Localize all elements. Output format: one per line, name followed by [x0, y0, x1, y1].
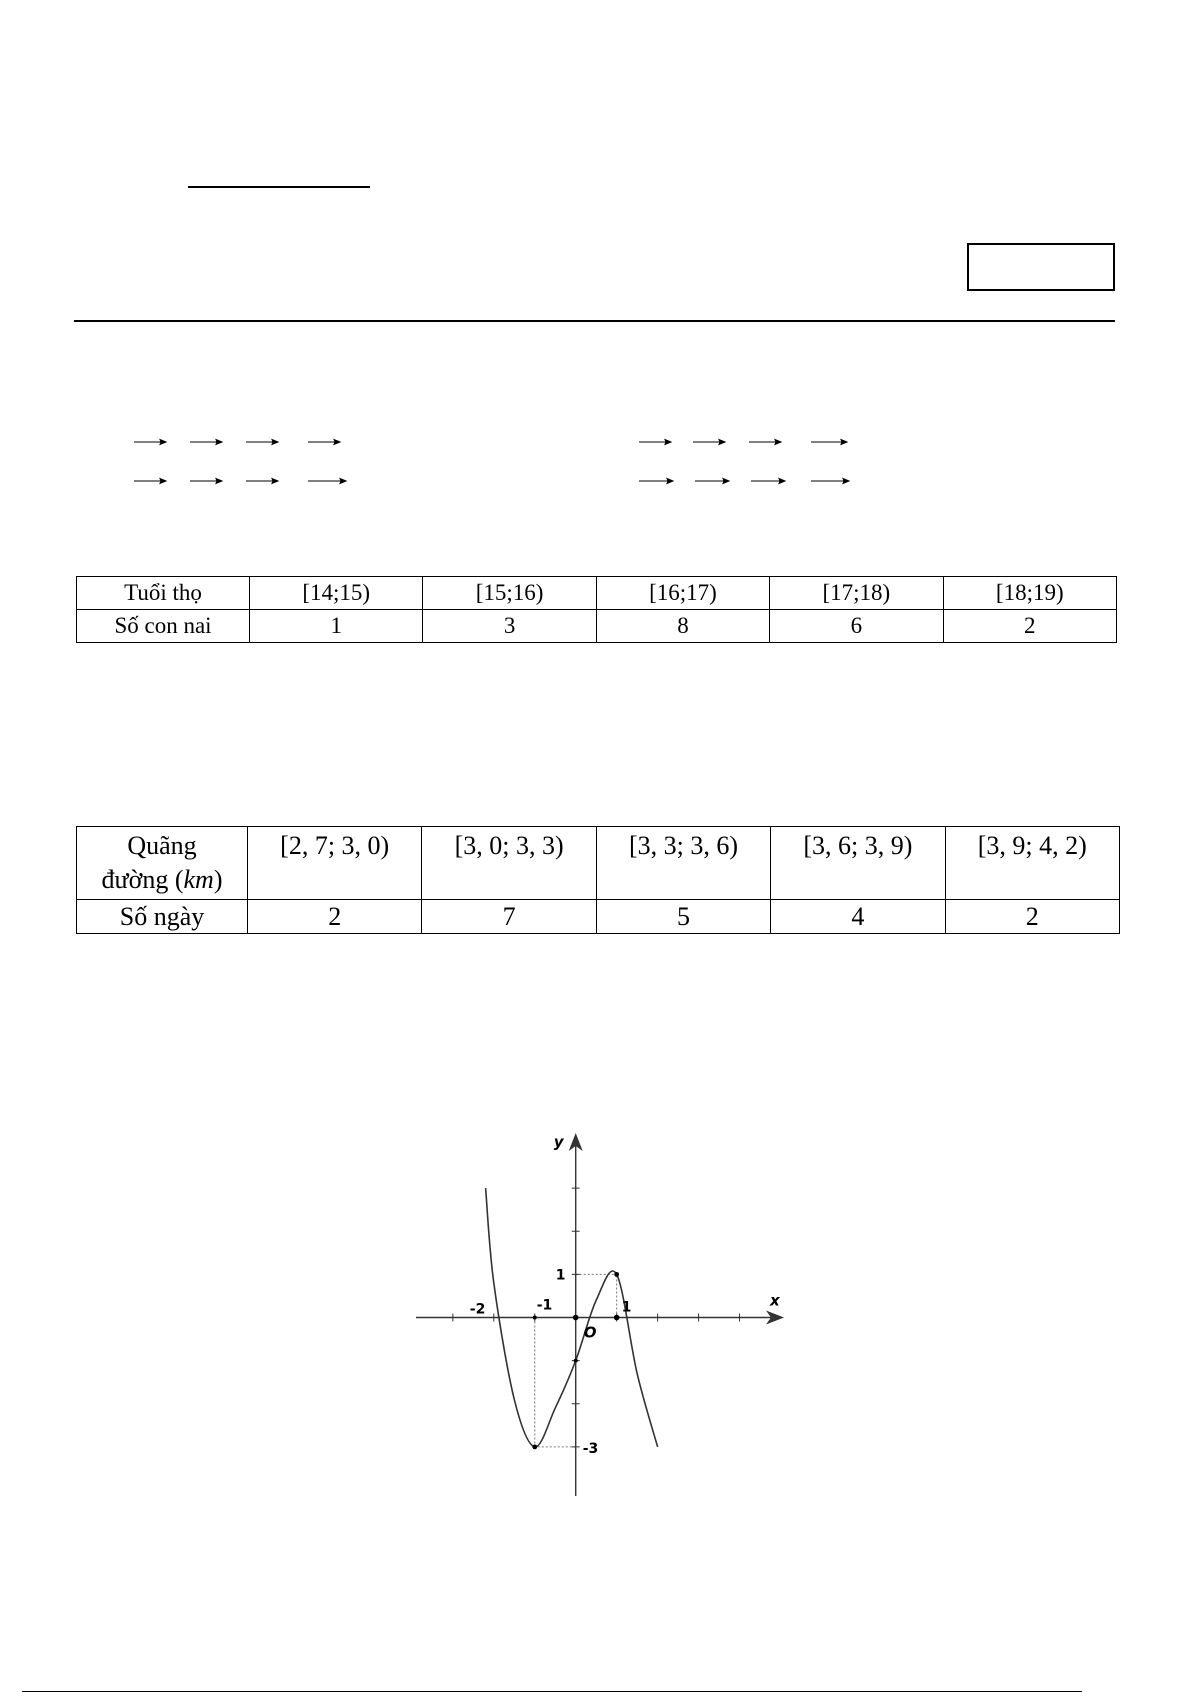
function-graph — [408, 1133, 788, 1503]
header-line-1: Quãng — [127, 831, 197, 860]
table-row — [77, 610, 1117, 643]
tick-label: 1 — [555, 1267, 566, 1284]
table-cell: 5 — [596, 900, 770, 934]
vector-arrow-icon — [190, 479, 222, 484]
vector-arrow-icon — [749, 440, 781, 445]
table-cell: [18;19) — [943, 577, 1116, 610]
x-axis-point — [533, 1316, 537, 1320]
table-cell: [3, 3; 3, 6) — [596, 827, 770, 900]
table-cell: 7 — [422, 900, 596, 934]
exam-code-box — [967, 243, 1115, 291]
vector-arrow-icon — [639, 440, 671, 445]
table-row — [77, 900, 1120, 934]
table-cell: [3, 9; 4, 2) — [945, 827, 1119, 900]
vector-arrow-icon — [134, 479, 166, 484]
origin-point — [573, 1315, 579, 1321]
table-cell: [14;15) — [250, 577, 423, 610]
vector-arrows-right — [637, 437, 857, 487]
table-cell: [16;17) — [596, 577, 769, 610]
vector-arrow-icon — [811, 479, 849, 484]
vector-arrows-left — [132, 437, 352, 487]
table-cell: [3, 6; 3, 9) — [771, 827, 945, 900]
vector-arrow-icon — [246, 479, 278, 484]
table-cell: [15;16) — [423, 577, 596, 610]
table-cell: 2 — [945, 900, 1119, 934]
vector-arrow-icon — [751, 479, 785, 484]
table-header-cell: Tuổi thọ — [77, 577, 250, 610]
table-cell: 4 — [771, 900, 945, 934]
x-axis-point — [614, 1315, 620, 1321]
table-cell: 3 — [423, 610, 596, 643]
vector-arrow-icon — [308, 440, 340, 445]
table-cell: 2 — [943, 610, 1116, 643]
header-rule — [74, 320, 1115, 322]
distance-frequency-table — [76, 826, 1120, 934]
vector-arrow-icon — [308, 479, 346, 484]
header-unit: km — [183, 865, 214, 894]
y-axis-label: y — [553, 1133, 564, 1151]
vector-arrow-icon — [639, 479, 673, 484]
critical-point — [614, 1272, 619, 1277]
vector-arrow-icon — [246, 440, 278, 445]
table-row — [77, 577, 1117, 610]
vector-arrow-icon — [811, 440, 847, 445]
tick-label: -3 — [582, 1440, 599, 1457]
table-row — [77, 827, 1120, 900]
table-header-cell: Số con nai — [77, 610, 250, 643]
critical-point — [532, 1444, 537, 1449]
table-header-cell: Số ngày — [77, 900, 248, 934]
lifespan-frequency-table — [76, 576, 1117, 643]
tick-label: -1 — [536, 1297, 553, 1314]
tick-label: -2 — [469, 1301, 486, 1318]
vector-arrow-icon — [190, 440, 222, 445]
x-axis-label: x — [770, 1291, 780, 1310]
header-underline — [188, 186, 370, 188]
y-intercept-point — [574, 1359, 578, 1363]
tick-label: 1 — [621, 1299, 632, 1316]
vector-arrow-icon — [693, 440, 725, 445]
table-header-cell: Quãng đường (km) — [77, 827, 248, 900]
table-cell: [3, 0; 3, 3) — [422, 827, 596, 900]
table-cell: 8 — [596, 610, 769, 643]
vector-arrow-icon — [134, 440, 166, 445]
table-cell: [2, 7; 3, 0) — [248, 827, 422, 900]
table-cell: 6 — [770, 610, 943, 643]
origin-label: O — [583, 1323, 597, 1342]
table-cell: [17;18) — [770, 577, 943, 610]
table-cell: 2 — [248, 900, 422, 934]
vector-arrow-icon — [695, 479, 729, 484]
header-line-2: đường — [101, 865, 169, 894]
table-cell: 1 — [250, 610, 423, 643]
